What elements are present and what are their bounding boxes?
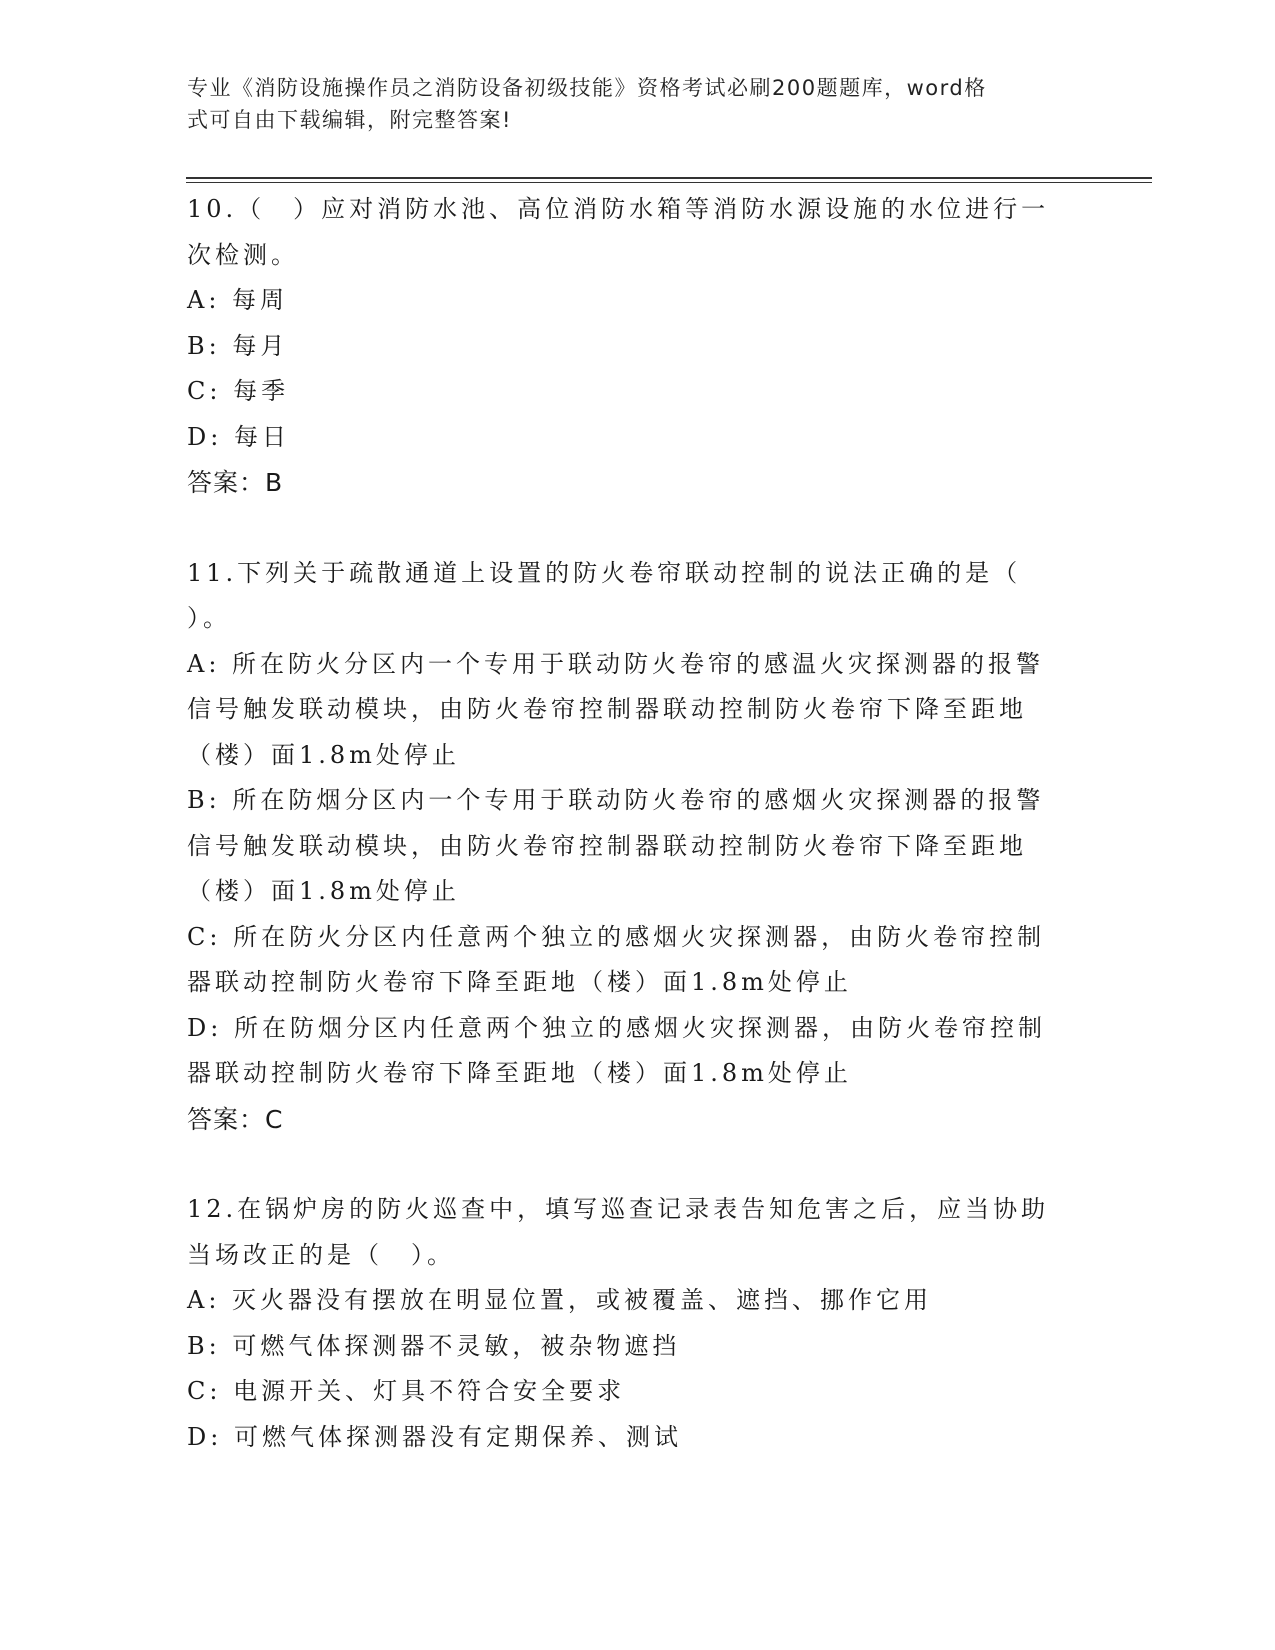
header-divider-thin xyxy=(186,182,1152,183)
option-line: （楼）面1.8m处停止 xyxy=(187,877,460,905)
header-divider-thick xyxy=(186,177,1152,179)
option-b: B: 每月 xyxy=(187,331,289,360)
option-c: C: 每季 xyxy=(187,377,290,405)
question-stem-line: 次检测。 xyxy=(187,240,299,269)
question-stem-line: 当场改正的是（ ）。 xyxy=(187,1240,455,1269)
question-stem-line: 10.（ ）应对消防水池、高位消防水箱等消防水源设施的水位进行一 xyxy=(187,195,1050,223)
option-line: 器联动控制防火卷帘下降至距地（楼）面1.8m处停止 xyxy=(187,1059,852,1087)
question-list xyxy=(187,187,1087,1505)
option-d: D: 可燃气体探测器没有定期保养、测试 xyxy=(187,1422,682,1451)
option-d: D: 每日 xyxy=(187,422,290,451)
answer-line: 答案：C xyxy=(187,1104,284,1134)
option-line: C: 所在防火分区内任意两个独立的感烟火灾探测器，由防火卷帘控制 xyxy=(187,922,1046,951)
answer-line: 答案：B xyxy=(187,468,284,497)
option-a: A: 每周 xyxy=(187,286,289,314)
question-11 xyxy=(187,551,1087,1143)
option-b xyxy=(187,778,1087,915)
option-line: 信号触发联动模块，由防火卷帘控制器联动控制防火卷帘下降至距地 xyxy=(187,695,1027,723)
option-line: 信号触发联动模块，由防火卷帘控制器联动控制防火卷帘下降至距地 xyxy=(187,831,1027,860)
header-line-2: 式可自由下载编辑，附完整答案! xyxy=(187,108,512,132)
question-stem-line: ）。 xyxy=(187,604,231,632)
header-line-1: 专业《消防设施操作员之消防设备初级技能》资格考试必刷200题题库，word格 xyxy=(187,76,987,100)
question-10 xyxy=(187,187,1087,506)
option-a: A: 灭火器没有摆放在明显位置，或被覆盖、遮挡、挪作它用 xyxy=(187,1286,933,1314)
option-a xyxy=(187,642,1087,779)
option-d xyxy=(187,1006,1087,1097)
question-12 xyxy=(187,1187,1087,1460)
question-stem-line: 12.在锅炉房的防火巡查中，填写巡查记录表告知危害之后，应当协助 xyxy=(187,1195,1050,1223)
option-c xyxy=(187,915,1087,1006)
option-b: B: 可燃气体探测器不灵敏，被杂物遮挡 xyxy=(187,1331,681,1360)
option-line: A: 所在防火分区内一个专用于联动防火卷帘的感温火灾探测器的报警 xyxy=(187,649,1045,678)
question-stem-line: 11.下列关于疏散通道上设置的防火卷帘联动控制的说法正确的是（ xyxy=(187,558,1022,587)
option-line: （楼）面1.8m处停止 xyxy=(187,740,460,769)
option-line: 器联动控制防火卷帘下降至距地（楼）面1.8m处停止 xyxy=(187,968,852,996)
option-line: D: 所在防烟分区内任意两个独立的感烟火灾探测器，由防火卷帘控制 xyxy=(187,1013,1046,1042)
document-header xyxy=(187,72,1067,136)
option-c: C: 电源开关、灯具不符合安全要求 xyxy=(187,1377,626,1405)
option-line: B: 所在防烟分区内一个专用于联动防火卷帘的感烟火灾探测器的报警 xyxy=(187,786,1045,814)
